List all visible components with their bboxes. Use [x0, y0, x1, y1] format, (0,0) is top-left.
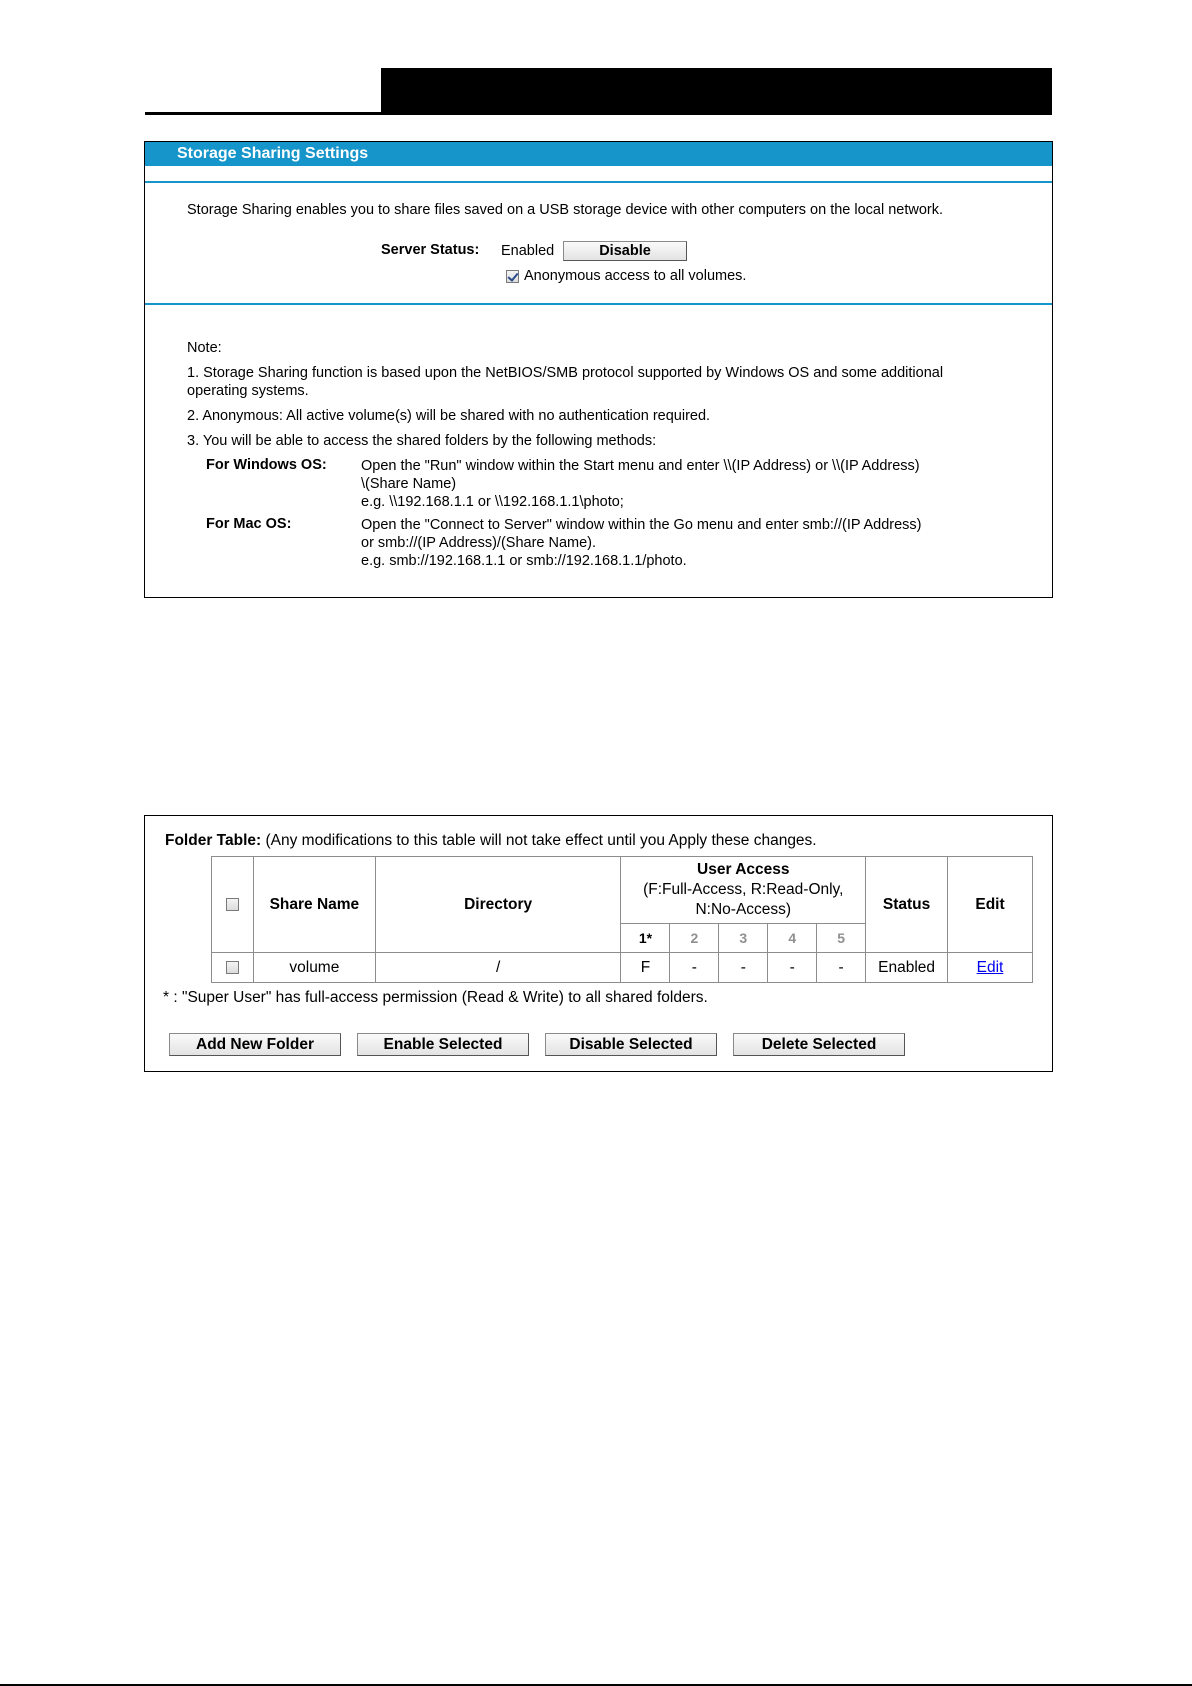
folder-table: [211, 856, 1033, 983]
divider: [145, 181, 1052, 183]
panel-title-bar: [145, 142, 1052, 166]
mac-os-line-2: or smb://(IP Address)/(Share Name).: [361, 535, 597, 551]
edit-header: Edit: [948, 857, 1033, 953]
anonymous-access-checkbox[interactable]: [506, 270, 519, 283]
access-cell-3: -: [719, 953, 768, 983]
user-access-legend-1: (F:Full-Access, R:Read-Only,: [643, 881, 844, 898]
note-3: 3. You will be able to access the shared folders by the following methods:: [187, 433, 657, 449]
server-status-value: Enabled: [501, 243, 555, 259]
user-column-3: 3: [719, 924, 768, 953]
enable-selected-button[interactable]: Enable Selected: [357, 1033, 529, 1056]
folder-table-title-bold: Folder Table:: [165, 832, 262, 849]
user-column-5: 5: [817, 924, 866, 953]
note-1-line-2: operating systems.: [187, 383, 309, 399]
access-cell-1: F: [621, 953, 670, 983]
windows-os-label: For Windows OS:: [206, 457, 327, 473]
user-column-2: 2: [670, 924, 719, 953]
table-row: [212, 953, 1033, 983]
share-name-header: Share Name: [253, 857, 375, 953]
note-2: 2. Anonymous: All active volume(s) will be shared with no authentication required.: [187, 408, 711, 424]
directory-header: Directory: [375, 857, 621, 953]
server-status-label: Server Status:: [381, 242, 480, 258]
header-black-bar: [381, 68, 1052, 115]
windows-os-line-3: e.g. \\192.168.1.1 or \\192.168.1.1\photo;: [361, 494, 624, 510]
divider: [145, 303, 1052, 305]
note-title: Note:: [187, 340, 222, 356]
share-name-cell: volume: [253, 953, 375, 983]
directory-cell: /: [375, 953, 621, 983]
user-access-legend-2: N:No-Access): [695, 901, 792, 918]
mac-os-line-1: Open the "Connect to Server" window within the Go menu and enter smb://(IP Address): [361, 517, 922, 533]
folder-table-panel: [144, 815, 1053, 1072]
status-cell: Enabled: [866, 953, 948, 983]
access-cell-4: -: [768, 953, 817, 983]
anonymous-access-label: Anonymous access to all volumes.: [524, 268, 747, 284]
super-user-footnote: * : "Super User" has full-access permission (Read & Write) to all shared folders.: [163, 989, 708, 1006]
user-column-4: 4: [768, 924, 817, 953]
access-cell-5: -: [817, 953, 866, 983]
access-cell-2: -: [670, 953, 719, 983]
edit-cell: [948, 953, 1033, 983]
row-select-checkbox[interactable]: [226, 961, 239, 974]
windows-os-line-2: \(Share Name): [361, 476, 457, 492]
note-1-line-1: 1. Storage Sharing function is based upon the NetBIOS/SMB protocol supported by Windows OS and some additional: [187, 365, 944, 381]
status-header: Status: [866, 857, 948, 953]
disable-button[interactable]: Disable: [563, 241, 687, 261]
select-all-checkbox[interactable]: [226, 898, 239, 911]
add-new-folder-button[interactable]: Add New Folder: [169, 1033, 341, 1056]
header-underline: [145, 112, 381, 115]
windows-os-line-1: Open the "Run" window within the Start menu and enter \\(IP Address) or \\(IP Address): [361, 458, 920, 474]
user-access-title: User Access: [697, 861, 790, 878]
description: Storage Sharing enables you to share files saved on a USB storage device with other computers on the local network.: [187, 202, 944, 218]
mac-os-label: For Mac OS:: [206, 516, 292, 532]
folder-table-title-note: (Any modifications to this table will not take effect until you Apply these changes.: [261, 832, 817, 849]
folder-table-title: [165, 832, 817, 850]
mac-os-line-3: e.g. smb://192.168.1.1 or smb://192.168.1.1/photo.: [361, 553, 687, 569]
storage-sharing-panel: [144, 141, 1053, 598]
edit-link[interactable]: Edit: [976, 958, 1004, 976]
disable-selected-button[interactable]: Disable Selected: [545, 1033, 717, 1056]
panel-title: Storage Sharing Settings: [177, 145, 369, 162]
user-column-1: 1*: [621, 924, 670, 953]
delete-selected-button[interactable]: Delete Selected: [733, 1033, 905, 1056]
select-all-cell: [212, 857, 254, 953]
row-select-cell: [212, 953, 254, 983]
user-access-header: [621, 857, 866, 924]
